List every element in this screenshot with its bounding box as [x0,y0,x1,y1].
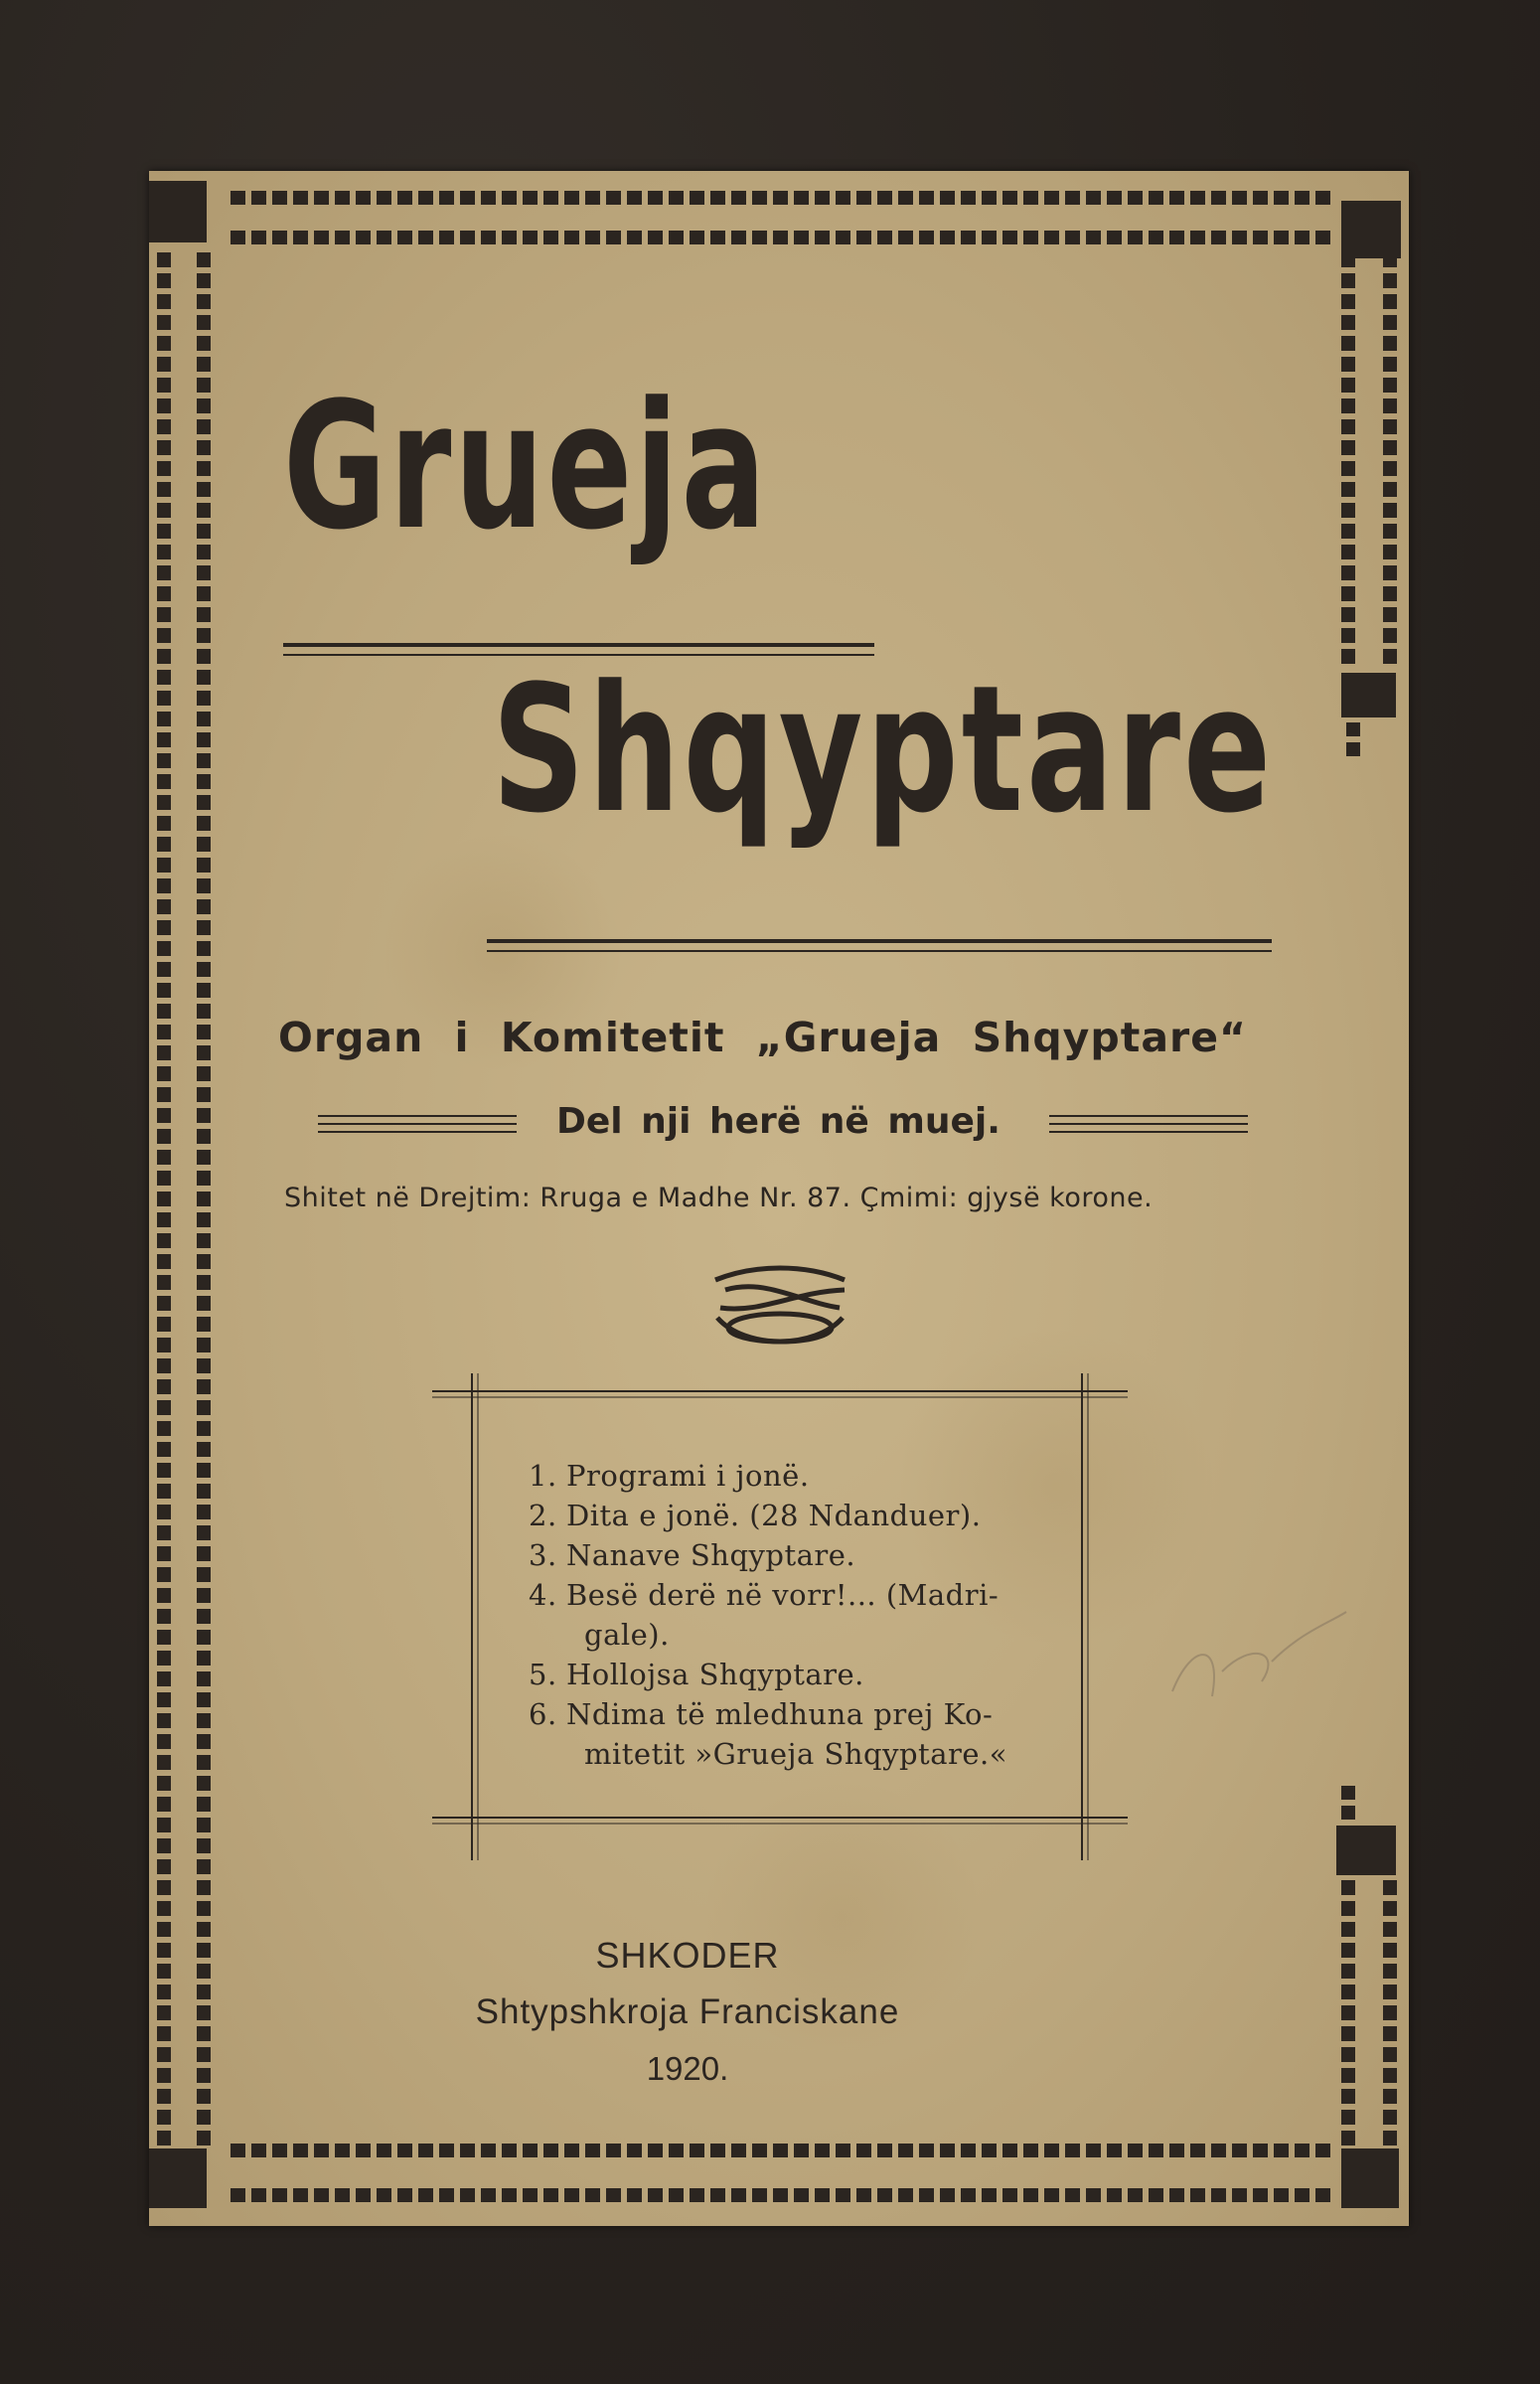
list-item: 2. Dita e jonë. (28 Ndanduer). [529,1499,982,1532]
sale-info: Shitet në Drejtim: Rruga e Madhe Nr. 87. Çmimi: gjysë korone. [284,1183,1154,1213]
imprint-city: SHKODER [595,1935,780,1976]
frequency-rule-left-2 [318,1123,517,1125]
contents-list [529,1456,1007,1774]
subtitle-organ: Organ i Komitetit „Grueja Shqyptare“ [278,1014,1247,1061]
list-item: 6. Ndima të mledhuna prej Ko- [529,1697,994,1731]
imprint-year: 1920. [646,2050,729,2087]
frequency-text: Del nji herë në muej. [556,1101,1001,1142]
frequency-rule-right-3 [1049,1131,1248,1133]
pencil-mark [1153,1602,1361,1721]
title-word-grueja: Grueja [283,365,769,568]
list-item: 3. Nanave Shqyptare. [529,1538,856,1572]
frequency-rule-right-1 [1049,1115,1248,1117]
list-item: 1. Programi i jonë. [529,1459,810,1493]
title-rule-top [283,643,874,647]
list-item: gale). [584,1618,670,1652]
frequency-rule-left-3 [318,1131,517,1133]
list-item: mitetit »Grueja Shqyptare.« [584,1737,1007,1771]
frequency-rule-right-2 [1049,1123,1248,1125]
title-rule-bottom-thin [487,950,1272,952]
looped-knot-ornament-icon [705,1262,854,1353]
list-item: 5. Hollojsa Shqyptare. [529,1658,864,1691]
imprint-press: Shtypshkroja Franciskane [475,1992,900,2031]
title-rule-bottom [487,939,1272,943]
cover-page [149,171,1409,2226]
list-item: 4. Besë derë në vorr!... (Madri- [529,1578,1000,1612]
title-word-shqyptare: Shqyptare [492,648,1275,852]
frequency-rule-left-1 [318,1115,517,1117]
